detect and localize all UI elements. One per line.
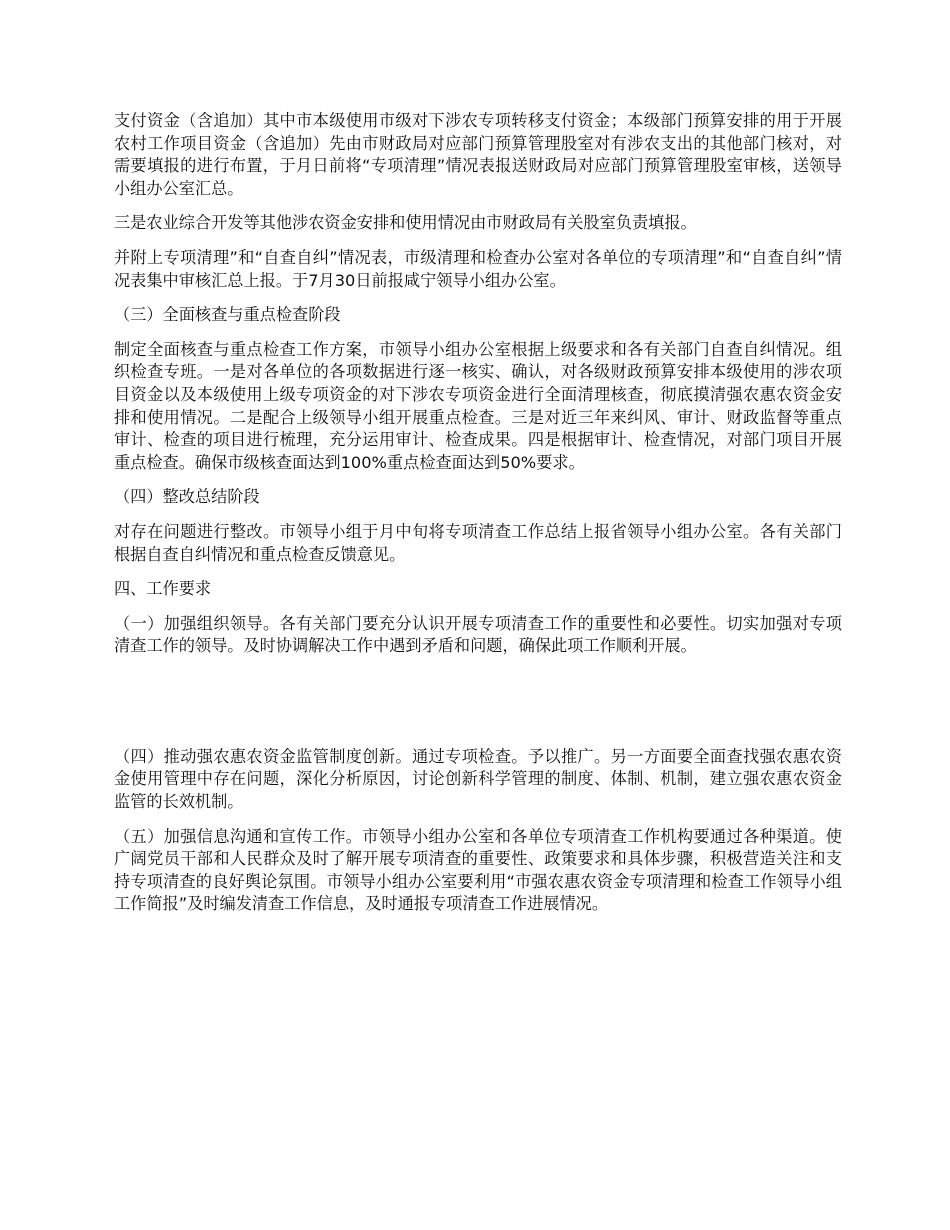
paragraph-attached-forms: 并附上专项清理”和“自查自纠”情况表，市级清理和检查办公室对各单位的专项清理”和“自查自纠”情况表集中审核汇总上报。于7月30日前报咸宁领导小组办公室。 — [114, 247, 842, 290]
paragraph-agri-development: 三是农业综合开发等其他涉农资金安排和使用情况由市财政局有关股室负责填报。 — [114, 213, 697, 233]
paragraph-funding-allocation: 支付资金（含追加）其中市本级使用市级对下涉农专项转移支付资金；本级部门预算安排的用于开展农村工作项目资金（含追加）先由市财政局对应部门预算管理股室对有涉农支出的其他部门核对，对需要填报的进行布置，于月日前将“专项清理”情况表报送财政局对应部门预算管理股室审核，送领导小组办公室汇总。 — [114, 111, 842, 198]
heading-work-requirements: 四、工作要求 — [114, 579, 212, 599]
paragraph-requirement-one: （一）加强组织领导。各有关部门要充分认识开展专项清查工作的重要性和必要性。切实加强对专项清查工作的领导。及时协调解决工作中遇到矛盾和问题，确保此项工作顺利开展。 — [114, 613, 842, 656]
paragraph-requirement-five: （五）加强信息沟通和宣传工作。市领导小组办公室和各单位专项清查工作机构要通过各种渠道。使广阔党员干部和人民群众及时了解开展专项清查的重要性、政策要求和具体步骤，积极营造关注和支持专项清查的良好舆论氛围。市领导小组办公室要利用“市强农惠农资金专项清理和检查工作领导小组工作简报”及时编发清查工作信息，及时通报专项清查工作进展情况。 — [114, 826, 842, 914]
paragraph-requirement-four: （四）推动强农惠农资金监管制度创新。通过专项检查。予以推广。另一方面要全面查找强农惠农资金使用管理中存在问题，深化分析原因，讨论创新科学管理的制度、体制、机制，建立强农惠农资金监管的长效机制。 — [114, 746, 842, 812]
blank-gap — [114, 670, 842, 746]
heading-phase-four: （四）整改总结阶段 — [114, 487, 260, 507]
paragraph-phase-three-body: 制定全面核查与重点检查工作方案，市领导小组办公室根据上级要求和各有关部门自查自纠情况。组织检查专班。一是对各单位的各项数据进行逐一核实、确认，对各级财政预算安排本级使用的涉农项目资金以及本级使用上级专项资金的对下涉农专项资金进行全面清理核查，彻底摸清强农惠农资金安排和使用情况。二是配合上级领导小组开展重点检查。三是对近三年来纠风、审计、财政监督等重点审计、检查的项目进行梳理，充分运用审计、检查成果。四是根据审计、检查情况，对部门项目开展重点检查。确保市级核查面达到100%重点检查面达到50%要求。 — [114, 339, 842, 472]
paragraph-phase-four-body: 对存在问题进行整改。市领导小组于月中旬将专项清查工作总结上报省领导小组办公室。各有关部门根据自查自纠情况和重点检查反馈意见。 — [114, 521, 842, 564]
document-body — [114, 110, 842, 928]
heading-phase-three: （三）全面核查与重点检查阶段 — [114, 305, 341, 325]
